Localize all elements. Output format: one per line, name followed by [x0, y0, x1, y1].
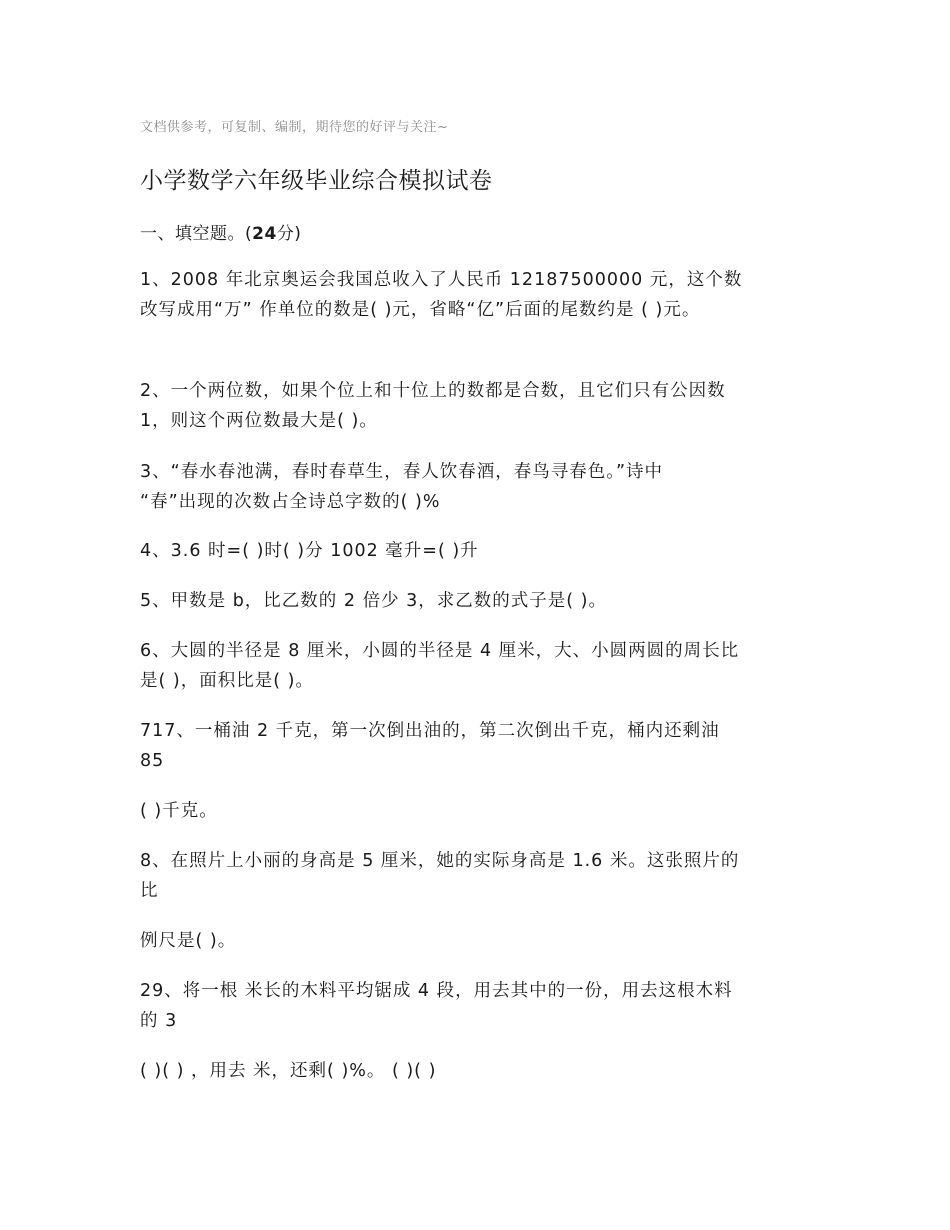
question-6-line-1: 6、大圆的半径是 8 厘米，小圆的半径是 4 厘米，大、小圆两圆的周长比 [140, 641, 740, 661]
question-5-line: 5、甲数是 b，比乙数的 2 倍少 3，求乙数的式子是( )。 [140, 591, 607, 611]
section-score: 24 [252, 224, 277, 244]
question-3-line-2: “春”出现的次数占全诗总字数的( )% [140, 492, 441, 512]
question-9-line-1: 29、将一根 米长的木料平均锯成 4 段，用去其中的一份，用去这根木料 [140, 981, 733, 1001]
question-6-line-2: 是( )，面积比是( )。 [140, 671, 314, 691]
question-8-line-1: 8、在照片上小丽的身高是 5 厘米，她的实际身高是 1.6 米。这张照片的 [140, 851, 740, 871]
page-title: 小学数学六年级毕业综合模拟试卷 [140, 168, 493, 194]
section-heading-prefix: 一、填空题。( [140, 224, 253, 244]
question-1-line-1: 1、2008 年北京奥运会我国总收入了人民币 12187500000 元，这个数 [140, 270, 743, 290]
section-heading [140, 219, 301, 244]
section-heading-suffix: 分) [276, 224, 302, 244]
question-7-line-1: 717、一桶油 2 千克，第一次倒出油的，第二次倒出千克，桶内还剩油 [140, 721, 720, 741]
question-2-line-2: 1，则这个两位数最大是( )。 [140, 411, 378, 431]
question-3-line-1: 3、“春水春池满，春时春草生，春人饮春酒，春鸟寻春色。”诗中 [140, 462, 664, 482]
question-7-line-3: ( )千克。 [140, 801, 218, 821]
question-2-line-1: 2、一个两位数，如果个位上和十位上的数都是合数，且它们只有公因数 [140, 381, 726, 401]
question-8-line-2: 比 [140, 881, 159, 901]
question-1-line-2: 改写成用“万” 作单位的数是( )元，省略“亿”后面的尾数约是 ( )元。 [140, 300, 701, 320]
question-9-line-2: 的 3 [140, 1011, 178, 1031]
question-4-line: 4、3.6 时=( )时( )分 1002 毫升=( )升 [140, 541, 479, 561]
question-8-line-3: 例尺是( )。 [140, 931, 237, 951]
header-note: 文档供参考，可复制、编制，期待您的好评与关注~ [140, 120, 449, 135]
question-7-line-2: 85 [140, 751, 165, 771]
question-9-line-3: ( )( ) ，用去 米，还剩( )%。 ( )( ) [140, 1061, 437, 1081]
